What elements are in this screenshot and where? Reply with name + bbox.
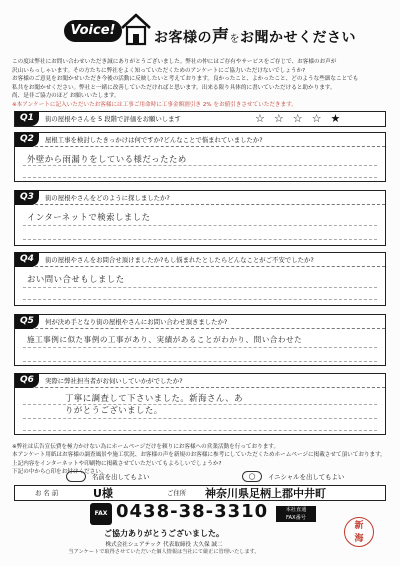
answer-text[interactable]: 丁寧に調査して下さいました。新海さん、ありがとうございました。 <box>65 393 244 415</box>
question-q5 <box>14 314 386 366</box>
thanks-message: ご協力ありがとうございました。 <box>104 529 224 538</box>
question-number: Q3 <box>15 190 39 205</box>
star-icon[interactable]: ☆ <box>255 112 274 125</box>
fax-note: 本社直通 FAX番号 <box>276 506 316 522</box>
address-value[interactable]: 神奈川県足柄上郡中井町 <box>205 487 326 500</box>
fax-row <box>14 503 386 525</box>
question-number: Q2 <box>15 132 39 147</box>
question-number: Q5 <box>15 314 39 329</box>
answer-text[interactable]: 外壁から雨漏りをしている様だったため <box>27 154 187 164</box>
answer-text[interactable]: インターネットで検索しました <box>27 212 151 222</box>
star-icon[interactable]: ☆ <box>292 112 312 125</box>
question-q6 <box>14 373 386 435</box>
name-label: お 名 前 <box>35 489 59 497</box>
ruled-line <box>23 404 377 405</box>
question-text: 街の屋根やさんをどのように探しましたか? <box>45 194 170 202</box>
star-icon[interactable]: ☆ <box>273 112 293 125</box>
privacy-note: 当アンケートで取得させていただいた個人情報は当社にて厳正に管理いたします。 <box>68 549 260 555</box>
question-text: 街の屋根やさんを 5 段階で評価をお願いします <box>45 115 181 123</box>
consent-options <box>14 470 386 484</box>
ruled-line <box>23 347 377 348</box>
answer-text[interactable]: 施工事例に似た事例の工事があり、実績があることがわかり、問い合わせた <box>27 335 303 344</box>
consent-name-checkbox[interactable] <box>66 471 86 482</box>
fax-number: 0438-38-3310 <box>116 501 269 522</box>
fax-icon: FAX <box>90 503 112 525</box>
question-number: Q4 <box>15 252 39 267</box>
page-title: お客様の声をお聞かせください <box>154 27 356 47</box>
ruled-line <box>23 361 377 362</box>
ruled-line <box>23 299 377 300</box>
ruled-line <box>23 239 377 240</box>
star-icon[interactable]: ☆ <box>311 112 331 125</box>
question-number: Q6 <box>15 373 39 388</box>
header <box>64 8 356 54</box>
answer-text[interactable]: おい問い合せもしました <box>27 274 125 284</box>
seal-stamp: 新 海 <box>344 517 374 547</box>
ruled-line <box>23 225 377 226</box>
consent-name-label: 名前を出してもよい <box>92 473 150 481</box>
consent-initial-checkbox[interactable]: ◯ <box>242 471 262 482</box>
company-name: 株式会社シェアテック 代表取締役 大久保 誠二 <box>105 542 223 548</box>
star-rating[interactable] <box>255 113 349 125</box>
ruled-line <box>23 418 377 419</box>
intro-text: この度は弊社にお問い合わせいただき誠にありがとうございました。弊社の仲にはご存有やサービスをご存じで、お客様のお声が 沢山いらっしゃいます。その方たちに弊社をよく知っていただくためのアンケートにご協力いただけないでしょうか? お客様のご意見をお聞かせいただき今後の活動に反映したいと考えております。良かったこと、よかったこと、どのような些細なことでも 私共をお聞かせください。弊社と一緒に改善していただければと思います。出来る限り具体的に書いていただけると助かります。 尚、是非ご協力のほど お願いいたします。 ※本アンケートに記入いただいたお客様には工事ご用命時に工事金額割引き 2% をお値引きさせていただきます。 <box>12 58 390 110</box>
question-text: 何が決め手となり街の屋根やさんにお問い合わせ頂きましたか? <box>45 318 228 326</box>
voice-badge: Voice! <box>64 20 122 42</box>
consent-initial-label: イニシャルを出してもよい <box>268 473 345 481</box>
question-q4 <box>14 252 386 306</box>
discount-note: ※本アンケートに記入いただいたお客様には工事ご用命時に工事金額割引き 2% をお値引きさせていただきます。 <box>12 101 297 108</box>
question-text: 実際に弊社担当者がお伺いしていかがでしたか? <box>45 377 183 385</box>
question-text: 街の屋根やさんをお問合せ頂けましたか?もし悩まれたとしたらどんなことがご不安でしたか? <box>45 256 314 264</box>
question-number: Q1 <box>15 111 39 126</box>
ruled-line <box>23 177 377 178</box>
name-value[interactable]: U様 <box>93 487 113 500</box>
question-q2 <box>14 132 386 182</box>
publication-notice: ※弊社は広告宣伝費を極力かけない為にホームページだけを頼りにお客様への営業活動を行っております。 本アンケート用紙はお客様の調査風景や施工状況、お客様の声を新規のお客様に参考にしていただくためホームページに掲載させて頂いております。 上記内容をインターネットや印刷物に掲載させていただいてもよろしいでしょうか? 下記の中から○印をお付けください。 <box>12 444 386 476</box>
customer-info <box>14 485 386 501</box>
question-q3 <box>14 190 386 246</box>
star-icon[interactable]: ★ <box>330 112 350 125</box>
ruled-line <box>23 287 377 288</box>
house-icon <box>120 12 152 46</box>
question-q1 <box>14 111 386 127</box>
address-label: ご住所 <box>167 489 187 497</box>
ruled-line <box>23 430 377 431</box>
ruled-line <box>23 165 377 166</box>
question-text: 屋根工事を検討したきっかけは何ですか?どんなことで悩まれていましたか? <box>45 136 263 144</box>
